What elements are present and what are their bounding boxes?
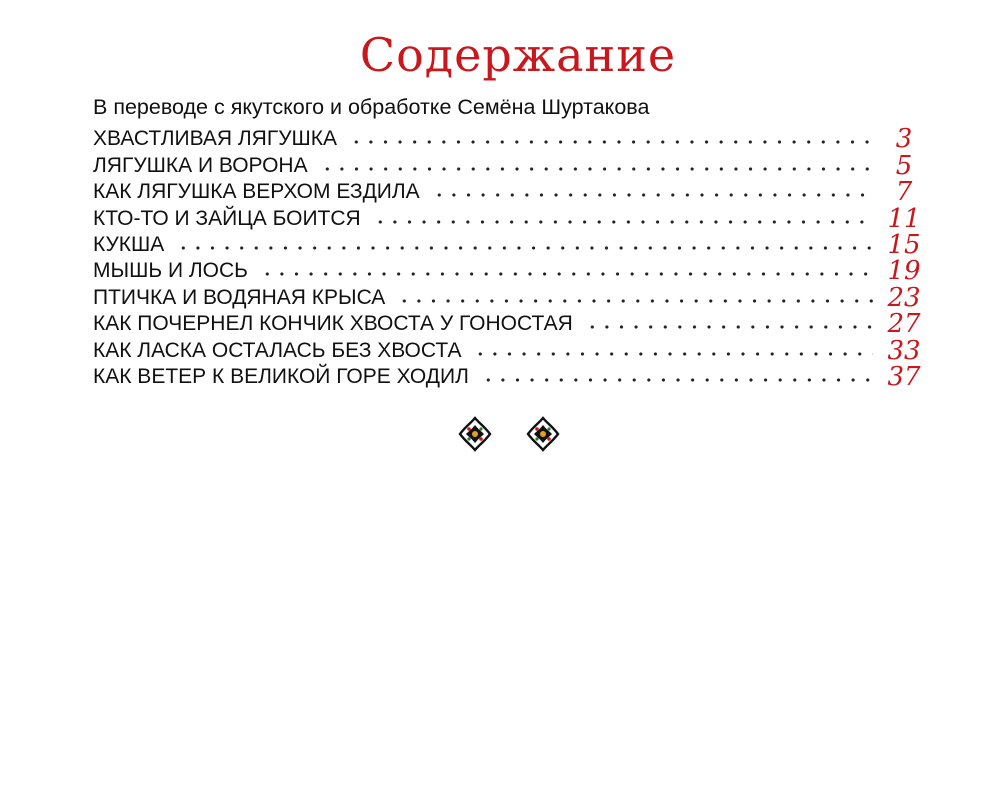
dot-leader — [481, 377, 873, 383]
toc-entry-page: 27 — [887, 309, 921, 340]
toc-entry-title: КТО-ТО И ЗАЙЦА БОИТСЯ — [93, 206, 361, 230]
dot-leader — [373, 219, 873, 225]
toc-entry-title: КАК ЛАСКА ОСТАЛАСЬ БЕЗ ХВОСТА — [93, 338, 462, 362]
translation-credit: В переводе с якутского и обработке Семёна Шуртакова — [93, 95, 650, 119]
toc-entry-title: МЫШЬ И ЛОСЬ — [93, 259, 248, 283]
toc-entry-page: 23 — [887, 282, 921, 313]
toc-entry-title: ПТИЧКА И ВОДЯНАЯ КРЫСА — [93, 285, 386, 309]
toc-entry[interactable] — [93, 124, 923, 155]
toc-entry[interactable] — [93, 282, 923, 313]
page-title: Содержание — [359, 28, 677, 82]
ornament-icon — [526, 416, 560, 452]
toc-entry-title: ЛЯГУШКА И ВОРОНА — [93, 153, 308, 177]
dot-leader — [585, 324, 873, 330]
toc-entry-page: 3 — [895, 124, 913, 155]
toc-entry[interactable] — [93, 309, 923, 340]
toc-entry-title: КАК ПОЧЕРНЕЛ КОНЧИК ХВОСТА У ГОНОСТАЯ — [93, 312, 573, 336]
dot-leader — [432, 192, 873, 198]
dot-leader — [176, 245, 873, 251]
toc-entry[interactable] — [93, 256, 923, 287]
toc-entry-page: 15 — [887, 229, 921, 260]
toc-entry[interactable] — [93, 335, 923, 366]
dot-leader — [320, 166, 873, 172]
toc-entry-page: 19 — [887, 256, 921, 287]
table-of-contents — [93, 126, 923, 390]
toc-entry-title: ХВАСТЛИВАЯ ЛЯГУШКА — [93, 127, 338, 151]
toc-entry-title: КУКША — [93, 232, 165, 256]
toc-entry[interactable] — [93, 203, 923, 234]
ornament-divider — [458, 416, 564, 452]
toc-entry[interactable] — [93, 361, 923, 392]
dot-leader — [397, 298, 873, 304]
toc-entry-page: 5 — [895, 150, 913, 181]
ornament-icon — [458, 416, 492, 452]
dot-leader — [349, 139, 873, 145]
toc-entry-page: 33 — [887, 335, 921, 366]
toc-entry-title: КАК ВЕТЕР К ВЕЛИКОЙ ГОРЕ ХОДИЛ — [93, 364, 469, 388]
toc-entry[interactable] — [93, 177, 923, 208]
dot-leader — [260, 271, 873, 277]
dot-leader — [473, 351, 873, 357]
toc-entry-page: 11 — [887, 203, 921, 234]
toc-entry[interactable] — [93, 150, 923, 181]
toc-entry-page: 37 — [887, 361, 921, 392]
toc-entry-page: 7 — [895, 177, 913, 208]
toc-entry-title: КАК ЛЯГУШКА ВЕРХОМ ЕЗДИЛА — [93, 180, 420, 204]
toc-entry[interactable] — [93, 229, 923, 260]
